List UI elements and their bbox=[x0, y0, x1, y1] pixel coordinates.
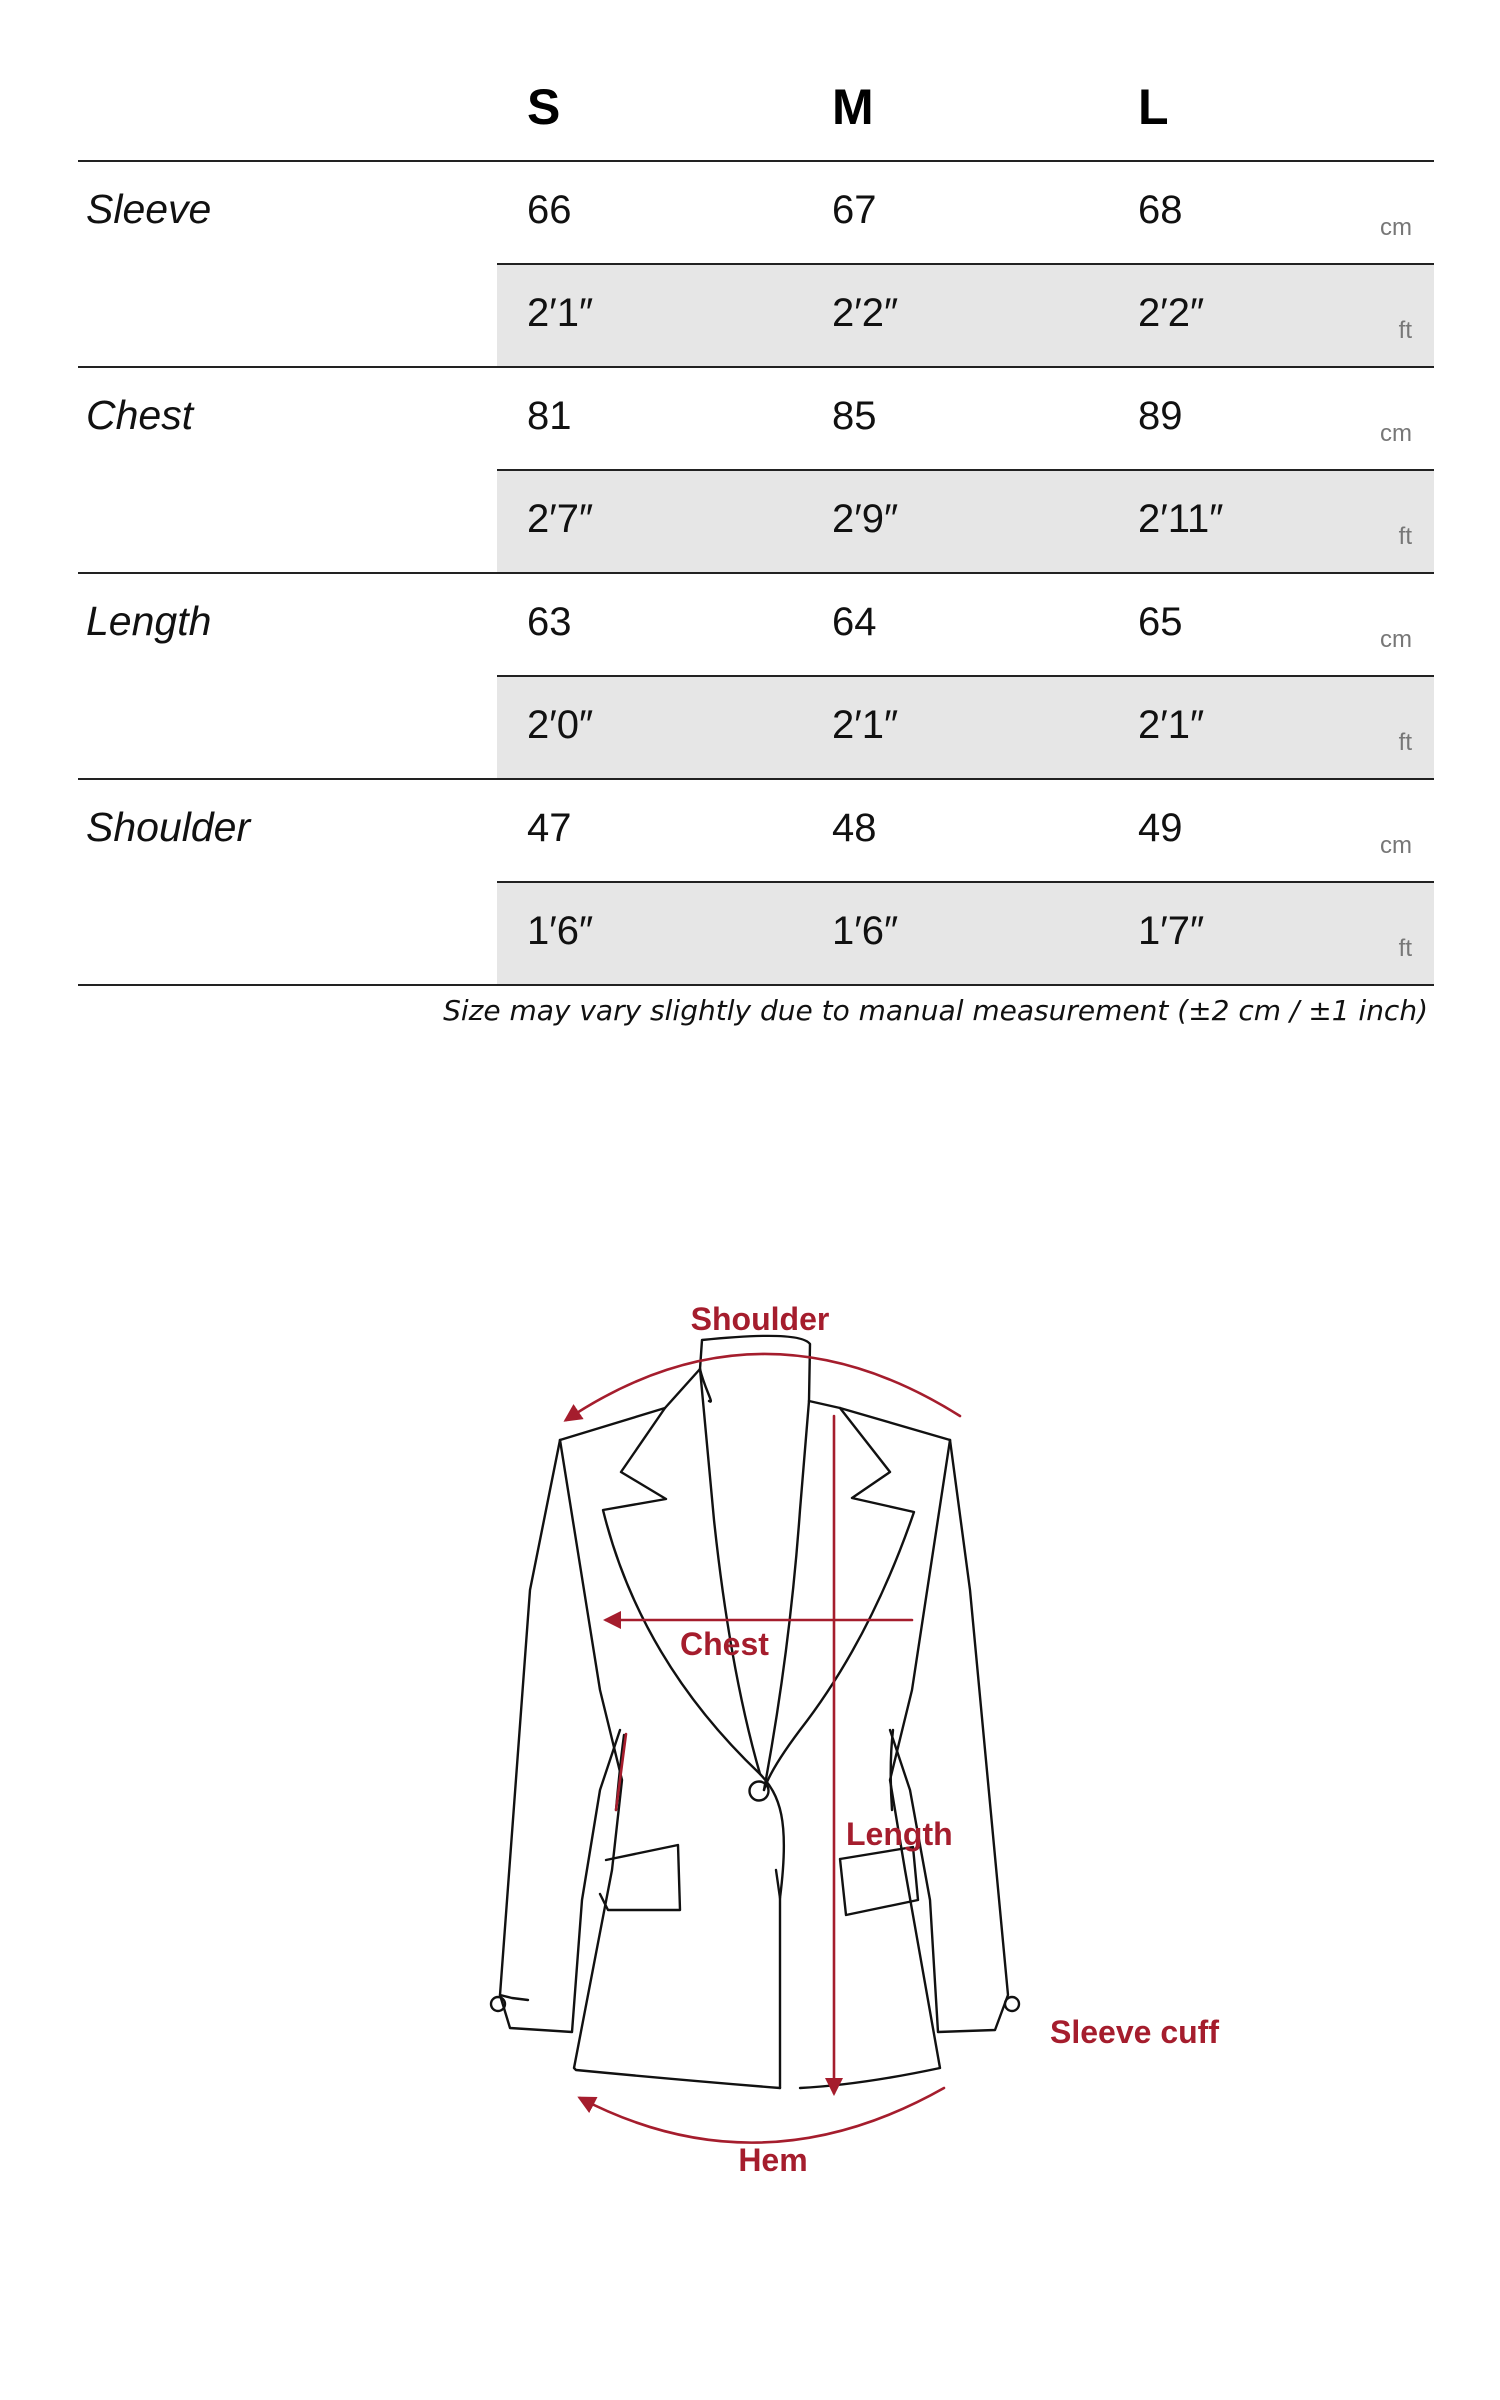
table-row bbox=[78, 677, 1434, 778]
label-chest: Chest bbox=[680, 1626, 769, 1662]
measure-label: Shoulder bbox=[86, 804, 251, 850]
measurement-guides bbox=[566, 1354, 960, 2143]
value-ft-m: 2′2″ bbox=[832, 291, 899, 335]
value-cm-s: 47 bbox=[527, 806, 572, 850]
measurement-note: Size may vary slightly due to manual measurement (±2 cm / ±1 inch) bbox=[443, 994, 1428, 1027]
table-row bbox=[78, 471, 1434, 572]
size-header-m: M bbox=[832, 79, 874, 135]
value-cm-l: 49 bbox=[1138, 806, 1183, 850]
value-cm-m: 85 bbox=[832, 394, 877, 438]
value-cm-m: 67 bbox=[832, 188, 877, 232]
value-ft-l: 1′7″ bbox=[1138, 909, 1205, 953]
unit-cm: cm bbox=[1380, 214, 1412, 241]
value-cm-m: 48 bbox=[832, 806, 877, 850]
value-ft-s: 2′0″ bbox=[527, 703, 594, 747]
value-cm-s: 63 bbox=[527, 600, 572, 644]
unit-ft: ft bbox=[1398, 729, 1412, 756]
value-ft-s: 2′1″ bbox=[527, 291, 594, 335]
label-hem: Hem bbox=[738, 2142, 808, 2178]
value-ft-l: 2′11″ bbox=[1138, 497, 1224, 541]
unit-ft: ft bbox=[1398, 523, 1412, 550]
row-group-sleeve bbox=[78, 162, 1434, 368]
size-header-s: S bbox=[527, 79, 561, 135]
value-ft-l: 2′2″ bbox=[1138, 291, 1205, 335]
table-row bbox=[78, 368, 1434, 469]
measure-label: Chest bbox=[86, 392, 194, 438]
label-length: Length bbox=[846, 1816, 953, 1852]
value-ft-s: 1′6″ bbox=[527, 909, 594, 953]
unit-cm: cm bbox=[1380, 420, 1412, 447]
table-row bbox=[78, 574, 1434, 675]
value-ft-s: 2′7″ bbox=[527, 497, 594, 541]
row-group-chest bbox=[78, 368, 1434, 574]
value-ft-l: 2′1″ bbox=[1138, 703, 1205, 747]
value-cm-l: 68 bbox=[1138, 188, 1183, 232]
jacket-measurement-diagram bbox=[0, 1250, 1500, 2210]
row-group-length bbox=[78, 574, 1434, 780]
value-cm-l: 89 bbox=[1138, 394, 1183, 438]
value-cm-l: 65 bbox=[1138, 600, 1183, 644]
unit-cm: cm bbox=[1380, 626, 1412, 653]
unit-ft: ft bbox=[1398, 317, 1412, 344]
size-header-l: L bbox=[1138, 79, 1169, 135]
row-group-shoulder bbox=[78, 780, 1434, 986]
shoulder-arrow bbox=[566, 1354, 960, 1420]
value-cm-s: 66 bbox=[527, 188, 572, 232]
table-row bbox=[78, 883, 1434, 984]
table-row bbox=[78, 265, 1434, 366]
unit-cm: cm bbox=[1380, 832, 1412, 859]
unit-ft: ft bbox=[1398, 935, 1412, 962]
value-cm-m: 64 bbox=[832, 600, 877, 644]
jacket-outline bbox=[491, 1336, 1019, 2088]
table-row bbox=[78, 780, 1434, 881]
measure-label: Sleeve bbox=[86, 186, 212, 232]
size-header-row bbox=[78, 70, 1434, 162]
value-ft-m: 1′6″ bbox=[832, 909, 899, 953]
hem-arrow bbox=[580, 2088, 944, 2143]
table-row bbox=[78, 162, 1434, 263]
size-chart-table bbox=[78, 70, 1434, 986]
label-shoulder: Shoulder bbox=[690, 1301, 830, 1337]
value-ft-m: 2′1″ bbox=[832, 703, 899, 747]
measure-label: Length bbox=[86, 598, 212, 644]
value-cm-s: 81 bbox=[527, 394, 572, 438]
label-sleeve-cuff: Sleeve cuff bbox=[1050, 2014, 1219, 2050]
value-ft-m: 2′9″ bbox=[832, 497, 899, 541]
